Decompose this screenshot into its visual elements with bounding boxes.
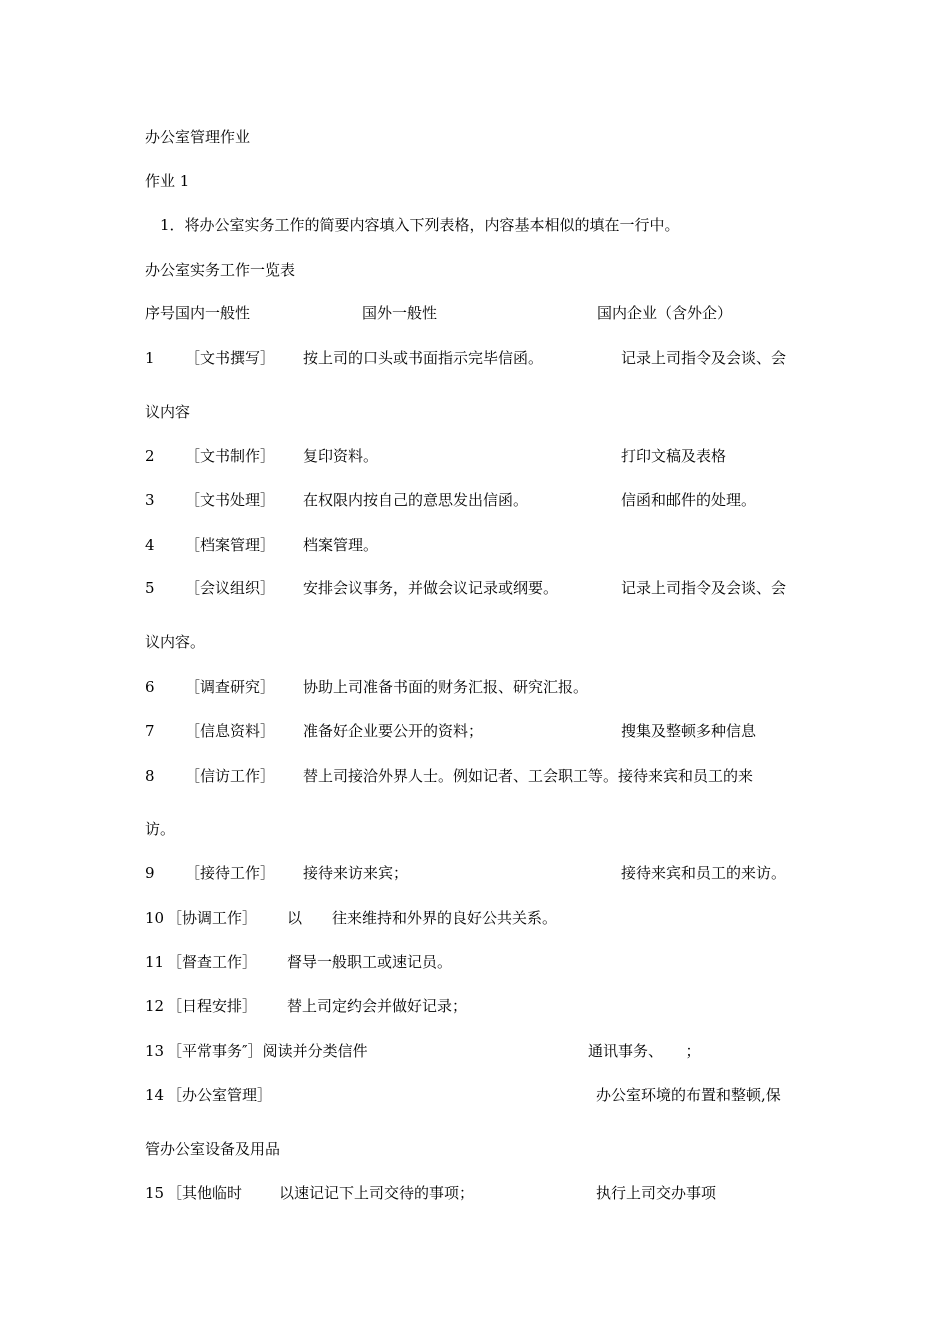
row-5-num: 5 (145, 579, 155, 597)
row-1-domestic: 记录上司指令及会谈、会 (621, 349, 787, 367)
assignment-label: 作业 1 (145, 172, 190, 190)
row-4-foreign: 档案管理。 (303, 536, 379, 554)
row-15-num: 15 (145, 1184, 165, 1202)
row-7-category: ［信息资料］ (185, 722, 276, 740)
row-15-category: ［其他临时 (167, 1184, 243, 1202)
row-9-domestic: 接待来宾和员工的来访。 (621, 864, 787, 882)
row-8-category: ［信访工作］ (185, 767, 276, 785)
table-title: 办公室实务工作一览表 (145, 261, 296, 279)
row-1-num: 1 (145, 349, 155, 367)
row-10-category: ［协调工作］ (167, 909, 258, 927)
row-13-category: ［平常事务″］阅读并分类信件 (167, 1042, 368, 1060)
task-instruction: 1．将办公室实务工作的简要内容填入下列表格，内容基本相似的填在一行中。 (160, 216, 680, 234)
row-1-foreign: 按上司的口头或书面指示完毕信函。 (303, 349, 544, 367)
row-4-category: ［档案管理］ (185, 536, 276, 554)
row-3-num: 3 (145, 491, 155, 509)
row-9-foreign: 接待来访来宾； (303, 864, 409, 882)
row-1-category: ［文书撰写］ (185, 349, 276, 367)
row-14-continuation: 管办公室设备及用品 (145, 1140, 281, 1158)
row-12-foreign: 替上司定约会并做好记录； (287, 997, 468, 1015)
row-12-num: 12 (145, 997, 165, 1015)
row-9-num: 9 (145, 864, 155, 882)
row-15-foreign: 以速记记下上司交待的事项； (279, 1184, 475, 1202)
row-2-foreign: 复印资料。 (303, 447, 379, 465)
row-8-foreign: 替上司接洽外界人士。例如记者、工会职工等。接待来宾和员工的来 (303, 767, 754, 785)
row-8-num: 8 (145, 767, 155, 785)
row-10-num: 10 (145, 909, 165, 927)
row-11-category: ［督查工作］ (167, 953, 258, 971)
header-col3: 国内企业（含外企） (597, 304, 733, 322)
doc-title: 办公室管理作业 (145, 128, 251, 146)
row-13-domestic: 通讯事务、 ； (588, 1042, 701, 1060)
row-10-foreign: 以 往来维持和外界的良好公共关系。 (287, 909, 558, 927)
row-15-domestic: 执行上司交办事项 (596, 1184, 717, 1202)
row-13-num: 13 (145, 1042, 165, 1060)
row-7-foreign: 准备好企业要公开的资料； (303, 722, 484, 740)
row-4-num: 4 (145, 536, 155, 554)
row-1-continuation: 议内容 (145, 403, 191, 421)
row-11-foreign: 督导一般职工或速记员。 (287, 953, 453, 971)
header-col2: 国外一般性 (362, 304, 438, 322)
row-2-num: 2 (145, 447, 155, 465)
row-9-category: ［接待工作］ (185, 864, 276, 882)
row-3-domestic: 信函和邮件的处理。 (621, 491, 757, 509)
row-2-category: ［文书制作］ (185, 447, 276, 465)
row-3-foreign: 在权限内按自己的意思发出信函。 (303, 491, 529, 509)
row-3-category: ［文书处理］ (185, 491, 276, 509)
row-6-foreign: 协助上司准备书面的财务汇报、研究汇报。 (303, 678, 589, 696)
row-11-num: 11 (145, 953, 165, 971)
row-6-category: ［调查研究］ (185, 678, 276, 696)
row-5-foreign: 安排会议事务，并做会议记录或纲要。 (303, 579, 559, 597)
row-14-category: ［办公室管理］ (167, 1086, 273, 1104)
row-12-category: ［日程安排］ (167, 997, 258, 1015)
header-col1: 序号国内一般性 (145, 304, 251, 322)
row-7-num: 7 (145, 722, 155, 740)
row-2-domestic: 打印文稿及表格 (621, 447, 727, 465)
row-5-domestic: 记录上司指令及会谈、会 (621, 579, 787, 597)
row-5-category: ［会议组织］ (185, 579, 276, 597)
row-5-continuation: 议内容。 (145, 633, 206, 651)
row-8-continuation: 访。 (145, 820, 176, 838)
row-14-domestic: 办公室环境的布置和整顿,保 (596, 1086, 781, 1104)
row-6-num: 6 (145, 678, 155, 696)
row-14-num: 14 (145, 1086, 165, 1104)
row-7-domestic: 搜集及整顿多种信息 (621, 722, 757, 740)
